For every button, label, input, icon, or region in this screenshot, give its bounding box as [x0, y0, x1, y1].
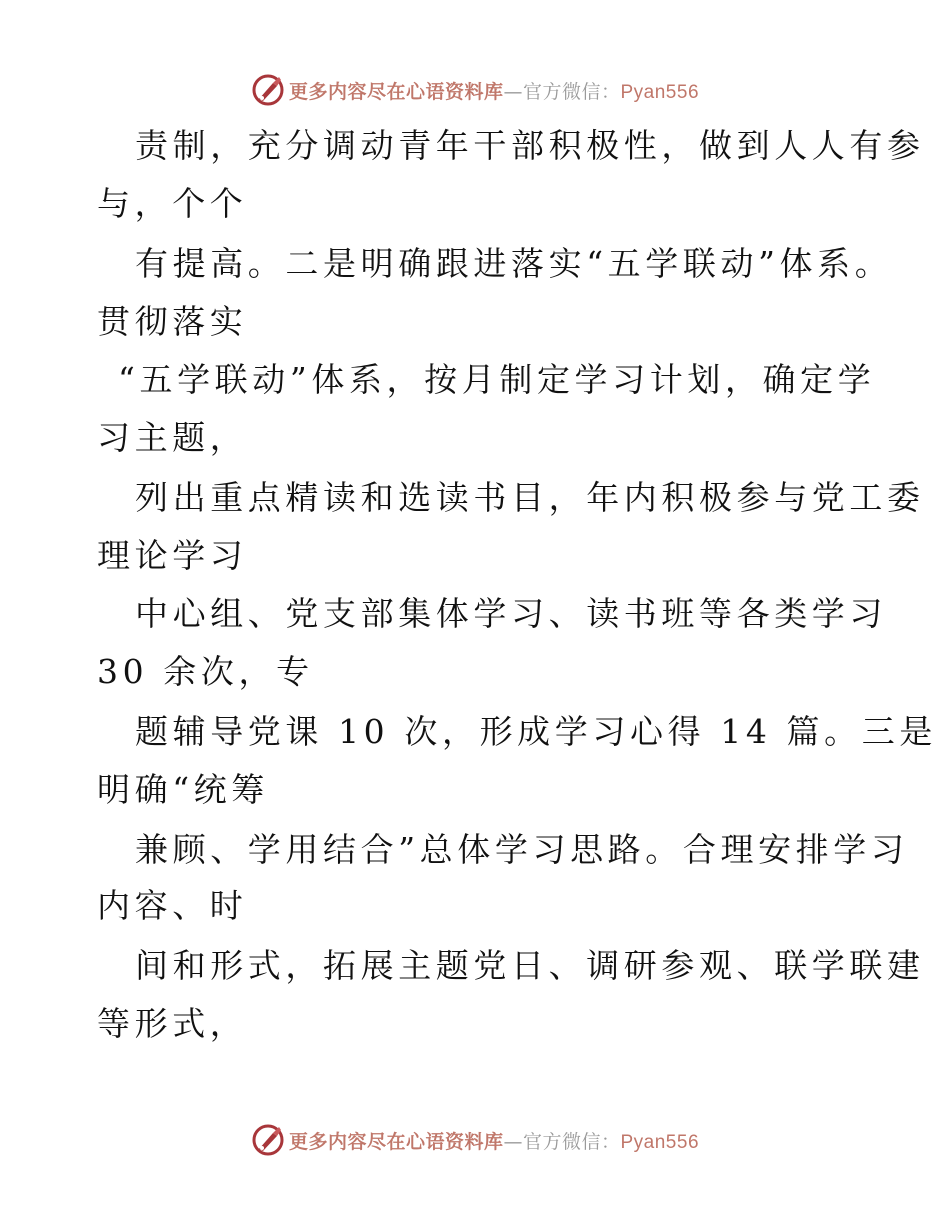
body-line: 与，个个 [97, 184, 248, 223]
body-line: 兼顾、学用结合”总体学习思路。合理安排学习 [135, 830, 909, 869]
body-line: “五学联动”体系，按月制定学习计划，确定学 [118, 360, 876, 399]
body-line: 明确“统筹 [97, 770, 269, 809]
body-line: 题辅导党课 10 次，形成学习心得 14 篇。三是 [135, 712, 937, 751]
body-line: 内容、时 [97, 886, 248, 925]
header-banner-text [289, 77, 699, 104]
pen-logo-icon [251, 73, 285, 107]
body-line: 有提高。二是明确跟进落实“五学联动”体系。 [135, 244, 893, 283]
body-line: 等形式， [97, 1004, 248, 1043]
body-line: 中心组、党支部集体学习、读书班等各类学习 [135, 594, 887, 633]
body-line: 列出重点精读和选读书目，年内积极参与党工委 [135, 478, 925, 517]
header-banner [0, 70, 950, 110]
footer-banner-text [289, 1127, 699, 1154]
header-banner-main: 更多内容尽在心语资料库 [288, 80, 504, 103]
header-banner-label: 官方微信： [522, 80, 621, 103]
footer-banner-dash: — [503, 1130, 523, 1153]
body-line: 理论学习 [97, 536, 248, 575]
footer-banner-label: 官方微信： [522, 1130, 621, 1153]
body-line: 间和形式，拓展主题党日、调研参观、联学联建 [135, 946, 925, 985]
body-line: 贯彻落实 [97, 302, 248, 341]
body-line: 责制，充分调动青年干部积极性，做到人人有参 [135, 126, 925, 165]
footer-banner-id: Pyan556 [620, 1131, 700, 1153]
footer-banner [0, 1120, 950, 1160]
body-line: 习主题， [97, 418, 248, 457]
header-banner-id: Pyan556 [620, 81, 700, 103]
header-banner-dash: — [503, 80, 523, 103]
pen-logo-icon [251, 1123, 285, 1157]
footer-banner-main: 更多内容尽在心语资料库 [288, 1130, 504, 1153]
body-line: 30 余次，专 [97, 652, 314, 691]
